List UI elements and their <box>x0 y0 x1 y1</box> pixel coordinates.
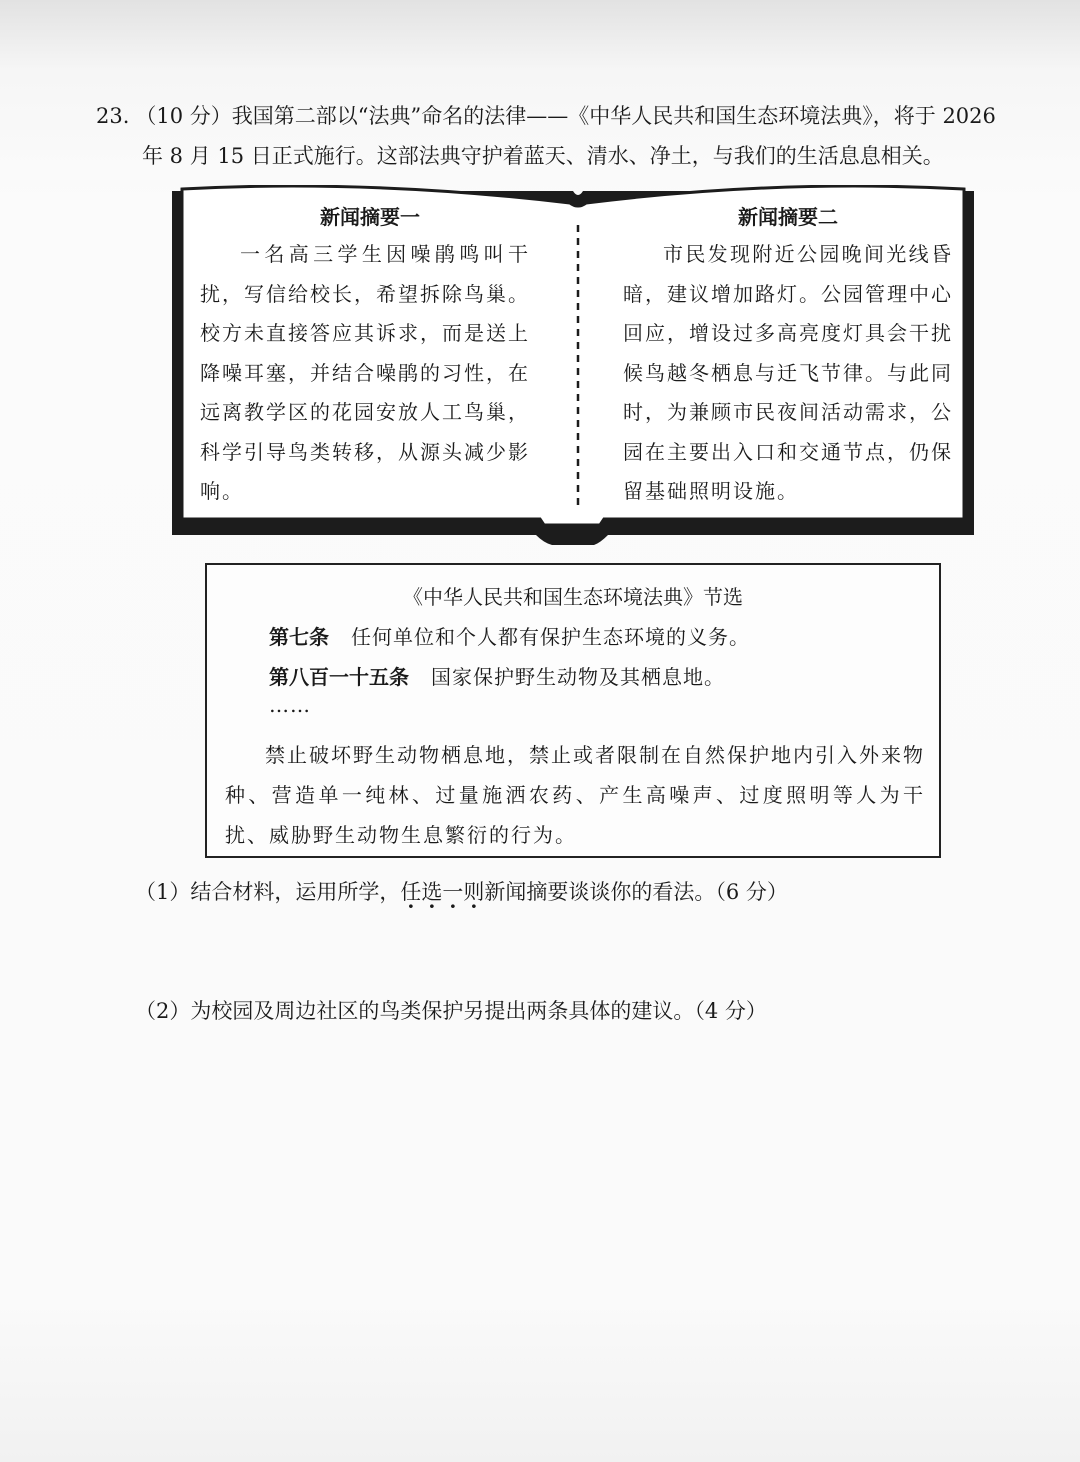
subquestion-1 <box>135 876 788 906</box>
emphasis-char: 一 <box>442 880 464 904</box>
law-ellipsis: …… <box>269 693 311 717</box>
news-summary-1-body: 一名高三学生因噪鹃鸣叫干扰，写信给校长，希望拆除鸟巢。校方未直接答应其诉求，而是送上降噪耳塞，并结合噪鹃的习性，在远离教学区的花园安放人工鸟巢，科学引导鸟类转移，从源头减少影响。 <box>200 242 530 503</box>
news-book <box>168 185 976 545</box>
subquestion-1-suffix: 新闻摘要谈谈你的看法。（6 分） <box>484 880 788 904</box>
question-stem-line1 <box>96 96 1016 136</box>
emphasis-char: 任 <box>400 880 422 904</box>
question-stem <box>96 96 1016 176</box>
law-paragraph: 禁止破坏野生动物栖息地，禁止或者限制在自然保护地内引入外来物种、营造单一纯林、过量施洒农药、产生高噪声、过度照明等人为干扰、威胁野生动物生息繁衍的行为。 <box>225 743 925 847</box>
news-summary-2-title: 新闻摘要二 <box>738 205 838 229</box>
article-7-text: 任何单位和个人都有保护生态环境的义务。 <box>351 625 750 649</box>
question-stem-text1: （10 分）我国第二部以“法典”命名的法律——《中华人民共和国生态环境法典》，将于 2026 <box>135 104 996 128</box>
article-7 <box>269 621 750 650</box>
question-number: 23. <box>96 104 130 128</box>
subquestion-1-emphasis <box>400 880 484 904</box>
law-excerpt-title: 《中华人民共和国生态环境法典》节选 <box>403 585 743 609</box>
emphasis-char: 则 <box>463 880 485 904</box>
article-815-label: 第八百一十五条 <box>269 665 409 689</box>
subquestion-2: （2）为校园及周边社区的鸟类保护另提出两条具体的建议。（4 分） <box>135 999 767 1023</box>
law-excerpt-box <box>205 563 941 858</box>
question-stem-line2: 年 8 月 15 日正式施行。这部法典守护着蓝天、清水、净土，与我们的生活息息相关。 <box>142 144 944 168</box>
emphasis-char: 选 <box>421 880 443 904</box>
subquestion-1-prefix: （1）结合材料，运用所学， <box>135 880 401 904</box>
article-815-text: 国家保护野生动物及其栖息地。 <box>431 665 725 689</box>
article-7-label: 第七条 <box>269 625 329 649</box>
article-815 <box>269 661 725 690</box>
news-summary-1-title: 新闻摘要一 <box>320 205 420 229</box>
news-summary-2-body: 市民发现附近公园晚间光线昏暗，建议增加路灯。公园管理中心回应，增设过多高亮度灯具会干扰候鸟越冬栖息与迁飞节律。与此同时，为兼顾市民夜间活动需求，公园在主要出入口和交通节点，仍保留基础照明设施。 <box>623 242 953 503</box>
